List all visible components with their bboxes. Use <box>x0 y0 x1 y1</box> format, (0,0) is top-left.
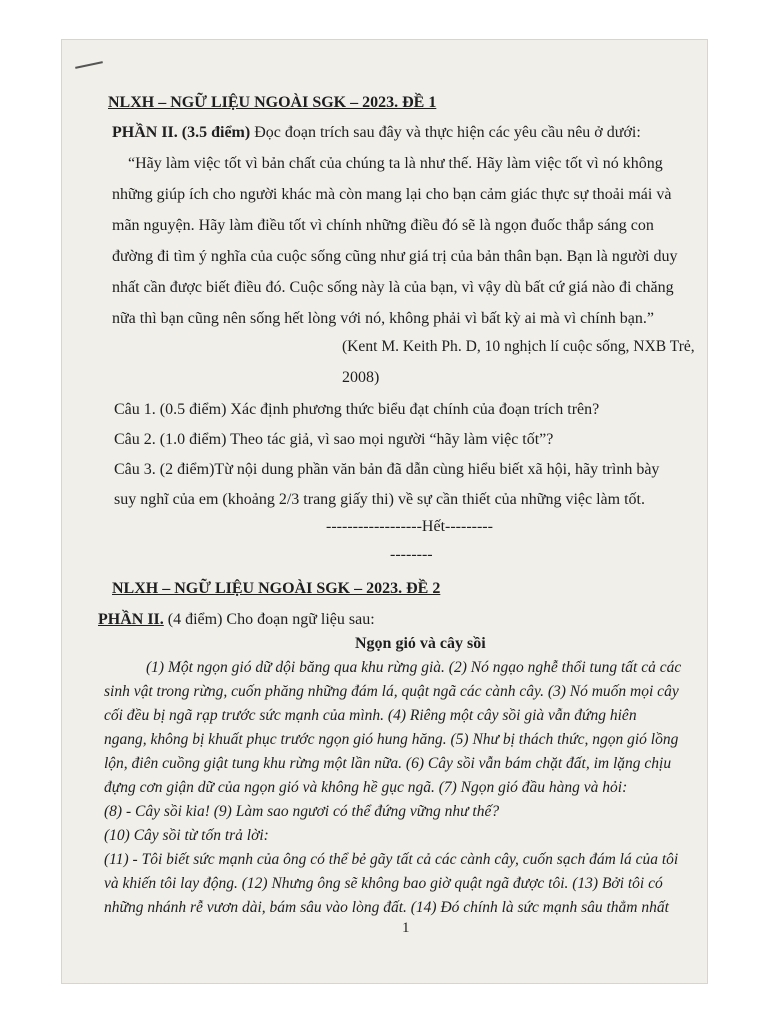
de2-part-heading <box>98 611 375 629</box>
de2-part-text: (4 điểm) Cho đoạn ngữ liệu sau: <box>163 611 375 628</box>
de2-title: NLXH – NGỮ LIỆU NGOÀI SGK – 2023. ĐỀ 2 <box>112 580 441 597</box>
de2-story-line: (1) Một ngọn gió dữ dội băng qua khu rừng già. (2) Nó ngạo nghễ thổi tung tất cả các <box>146 659 682 676</box>
de2-story-line: những nhánh rễ vươn dài, bám sâu vào lòng đất. (14) Đó chính là sức mạnh sâu thẳm nhất <box>104 899 669 916</box>
de2-story-line: (8) - Cây sồi kia! (9) Làm sao ngươi có thể đứng vững như thế? <box>104 803 500 820</box>
de2-story-line: và khiến tôi lay động. (12) Nhưng ông sẽ không bao giờ quật ngã được tôi. (13) Bởi tôi có <box>104 875 663 892</box>
de1-passage-line: “Hãy làm việc tốt vì bản chất của chúng ta là như thế. Hãy làm việc tốt vì nó không <box>128 155 663 172</box>
de1-title: NLXH – NGỮ LIỆU NGOÀI SGK – 2023. ĐỀ 1 <box>108 94 437 111</box>
de2-story-line: cối đều bị ngã rạp trước sức mạnh của mình. (4) Riêng một cây sồi già vẫn đứng hiên <box>104 707 637 724</box>
de1-source-year: 2008) <box>342 369 380 386</box>
de1-passage-line: đường đi tìm ý nghĩa của cuộc sống cũng như giá trị của bản thân bạn. Bạn là người duy <box>112 248 678 265</box>
de1-part-text: Đọc đoạn trích sau đây và thực hiện các yêu cầu nêu ở dưới: <box>250 124 641 141</box>
de2-story-line: đựng cơn giận dữ của ngọn gió và không hề gục ngã. (7) Ngọn gió đầu hàng và hỏi: <box>104 779 628 796</box>
de1-question-3: Câu 3. (2 điểm)Từ nội dung phần văn bản đã dẫn cùng hiểu biết xã hội, hãy trình bày <box>114 461 660 478</box>
de1-question-2: Câu 2. (1.0 điểm) Theo tác giả, vì sao mọi người “hãy làm việc tốt”? <box>114 431 554 448</box>
de1-passage-line: mãn nguyện. Hãy làm điều tốt vì chính những điều đó sẽ là ngọn đuốc thắp sáng con <box>112 217 654 234</box>
de1-question-3-cont: suy nghĩ của em (khoảng 2/3 trang giấy thi) về sự cần thiết của những việc làm tốt. <box>114 491 645 508</box>
de1-passage-line: nữa thì bạn cũng nên sống hết lòng với nó, không phải vì bất kỳ ai mà vì chính bạn.” <box>112 310 654 327</box>
de2-story-line: lộn, điên cuồng giật tung khu rừng một lần nữa. (6) Cây sồi vẫn bám chặt đất, im lặng chịu <box>104 755 672 772</box>
de2-story-line: sinh vật trong rừng, cuốn phăng những đám lá, quật ngã các cành cây. (3) Nó muốn mọi cây <box>104 683 679 700</box>
de1-question-1: Câu 1. (0.5 điểm) Xác định phương thức biểu đạt chính của đoạn trích trên? <box>114 401 600 418</box>
de2-story-line: (11) - Tôi biết sức mạnh của ông có thể bẻ gãy tất cả các cành cây, cuốn sạch đám lá của tôi <box>104 851 679 868</box>
de1-part-heading <box>112 124 641 142</box>
de2-story-line: ngang, không bị khuất phục trước ngọn gió hung hăng. (5) Như bị thách thức, ngọn gió lồng <box>104 731 679 748</box>
de1-source: (Kent M. Keith Ph. D, 10 nghịch lí cuộc sống, NXB Trẻ, <box>342 338 695 355</box>
de1-passage-line: những giúp ích cho người khác mà còn mang lại cho bạn cảm giác thực sự thoải mái và <box>112 186 672 203</box>
de2-story-line: (10) Cây sồi từ tốn trả lời: <box>104 827 269 844</box>
de1-end-mark: ------------------Hết--------- <box>326 518 493 535</box>
page-number: 1 <box>402 920 410 936</box>
de1-passage-line: nhất cần được biết điều đó. Cuộc sống này là của bạn, vì vậy dù bất cứ giá nào đi chăng <box>112 279 674 296</box>
section-separator: -------- <box>390 546 433 563</box>
de2-part-label: PHẦN II. <box>98 611 164 628</box>
de1-part-label: PHẦN II. (3.5 điểm) <box>112 124 251 141</box>
de2-story-title: Ngọn gió và cây sồi <box>355 635 486 652</box>
